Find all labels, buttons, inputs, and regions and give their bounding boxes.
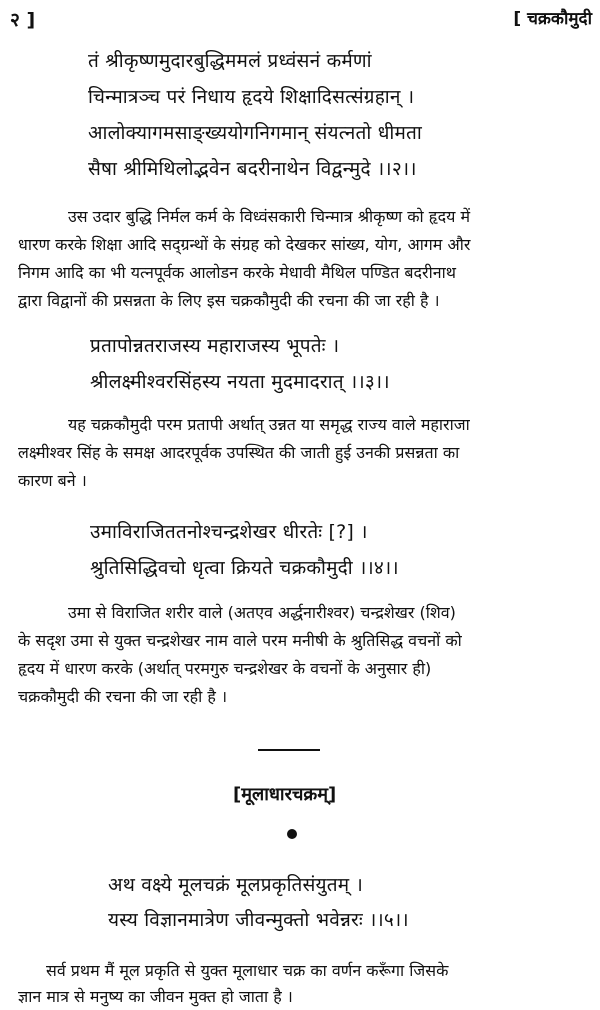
section-title: [मूलाधारचक्रम्]: [233, 784, 337, 805]
verse-line: श्रीलक्ष्मीश्वरसिंहस्य नयता मुदमादरात् ।।३।।: [90, 371, 390, 393]
paragraph-line: उस उदार बुद्धि निर्मल कर्म के विध्वंसकारी चिन्मात्र श्रीकृष्ण को हृदय में: [68, 207, 471, 226]
paragraph-line: कारण बने ।: [18, 471, 87, 490]
verse-line: उमाविराजिततनोश्चन्द्रशेखर धीरतेः [?] ।: [90, 521, 368, 543]
bullet-dot-icon: [287, 829, 297, 839]
verse-line: चिन्मात्रञ्च परं निधाय हृदये शिक्षादिसत्संग्रहान् ।: [88, 86, 415, 108]
paragraph-line: चक्रकौमुदी की रचना की जा रही है ।: [18, 687, 228, 706]
paragraph-line: सर्व प्रथम मैं मूल प्रकृति से युक्त मूलाधार चक्र का वर्णन करूँगा जिसके: [46, 961, 449, 980]
paragraph-line: द्वारा विद्वानों की प्रसन्नता के लिए इस चक्रकौमुदी की रचना की जा रही है ।: [18, 291, 440, 310]
verse-line: तं श्रीकृष्णमुदारबुद्धिममलं प्रध्वंसनं कर्मणां: [88, 50, 372, 72]
verse-line: अथ वक्ष्ये मूलचक्रं मूलप्रकृतिसंयुतम् ।: [108, 874, 364, 896]
verse-line: सैषा श्रीमिथिलोद्भवेन बदरीनाथेन विद्वन्मुदे ।।२।।: [88, 158, 417, 180]
paragraph-line: यह चक्रकौमुदी परम प्रतापी अर्थात् उन्नत या समृद्ध राज्य वाले महाराजा: [68, 415, 470, 434]
paragraph-line: उमा से विराजित शरीर वाले (अतएव अर्द्धनारीश्वर) चन्द्रशेखर (शिव): [68, 603, 456, 622]
paragraph-line: निगम आदि का भी यत्नपूर्वक आलोडन करके मेधावी मैथिल पण्डित बदरीनाथ: [18, 263, 456, 282]
paragraph-line: हृदय में धारण करके (अर्थात् परमगुरु चन्द्रशेखर के वचनों के अनुसार ही): [18, 659, 432, 678]
paragraph-line: लक्ष्मीश्वर सिंह के समक्ष आदरपूर्वक उपस्थित की जाती हुई उनकी प्रसन्नता का: [18, 443, 460, 462]
verse-line: यस्य विज्ञानमात्रेण जीवन्मुक्तो भवेन्नरः ।।५।।: [108, 909, 409, 931]
section-divider: [258, 749, 320, 751]
verse-line: आलोक्यागमसाङ्ख्ययोगनिगमान् संयत्नतो धीमता: [88, 122, 423, 144]
running-title: [ चक्रकौमुदी: [513, 9, 592, 29]
paragraph-line: धारण करके शिक्षा आदि सद्ग्रन्थों के संग्रह को देखकर सांख्य, योग, आगम और: [18, 235, 471, 254]
paragraph-line: के सदृश उमा से युक्त चन्द्रशेखर नाम वाले परम मनीषी के श्रुतिसिद्ध वचनों को: [18, 631, 462, 650]
verse-line: प्रतापोन्नतराजस्य महाराजस्य भूपतेः ।: [90, 335, 340, 357]
page-number: २ ]: [10, 9, 36, 31]
page-header: [0, 6, 600, 32]
verse-line: श्रुतिसिद्धिवचो धृत्वा क्रियते चक्रकौमुदी ।।४।।: [90, 557, 399, 579]
paragraph-line: ज्ञान मात्र से मनुष्य का जीवन मुक्त हो जाता है ।: [18, 987, 293, 1006]
